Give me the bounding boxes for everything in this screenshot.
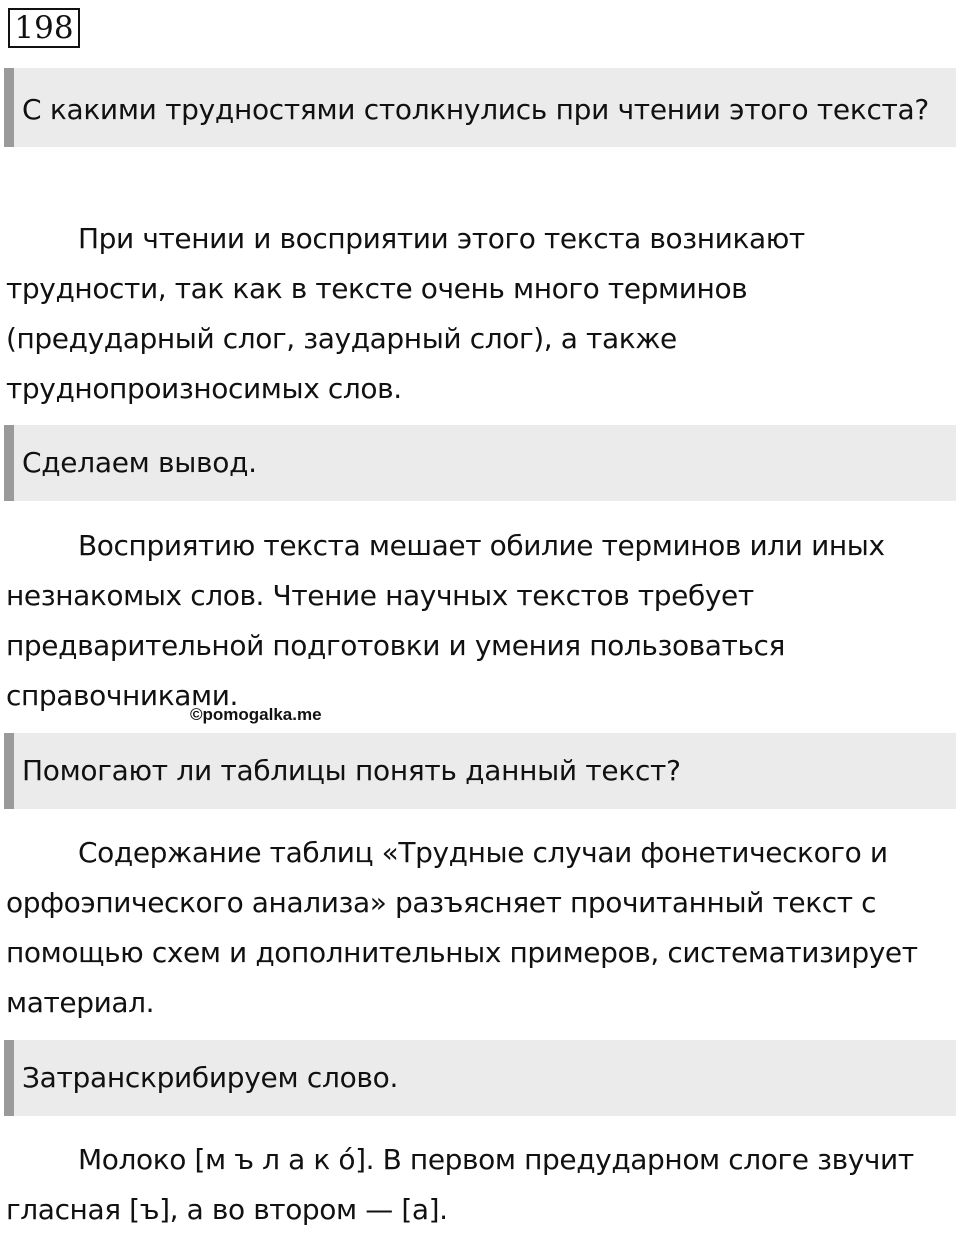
answer-1-text: При чтении и восприятии этого текста возникают трудности, так как в тексте очень много терминов (предударный слог, заударный слог), а также труднопроизносимых слов.: [6, 222, 805, 405]
answer-2-text: Восприятию текста мешает обилие терминов или иных незнакомых слов. Чтение научных текстов требует предварительной подготовки и умения пользоваться справочниками.: [6, 529, 885, 712]
question-3-heading: Помогают ли таблицы понять данный текст?: [4, 733, 956, 809]
question-4-heading: Затранскрибируем слово.: [4, 1040, 956, 1116]
answer-3-text: Содержание таблиц «Трудные случаи фонетического и орфоэпического анализа» разъясняет прочитанный текст с помощью схем и дополнительных примеров, систематизирует материал.: [6, 836, 918, 1019]
question-2-heading: Сделаем вывод.: [4, 425, 956, 501]
watermark: ©pomogalka.me: [190, 705, 322, 724]
answer-4-text: Молоко [м ъ л а к о́]. В первом предударном слоге звучит гласная [ъ], а во втором — [а].: [6, 1143, 914, 1226]
task-number: 198: [8, 8, 80, 48]
question-1-heading: С какими трудностями столкнулись при чтении этого текста?: [4, 68, 956, 147]
